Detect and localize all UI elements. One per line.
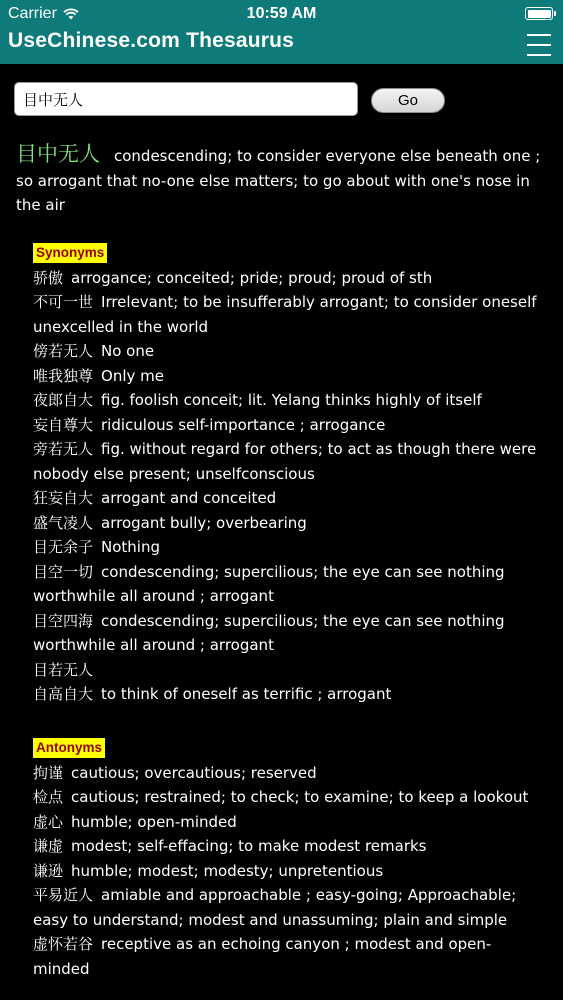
- menu-line: [527, 54, 551, 56]
- entry-word[interactable]: 目无余子: [33, 538, 94, 556]
- entry-definition: to think of oneself as terrific ; arrogant: [101, 685, 392, 703]
- list-item[interactable]: [33, 785, 543, 810]
- menu-line: [527, 44, 551, 46]
- entry-word[interactable]: 夜郎自大: [33, 391, 94, 409]
- entry-definition: arrogant and conceited: [101, 489, 277, 507]
- list-item[interactable]: [33, 810, 543, 835]
- list-item[interactable]: [33, 834, 543, 859]
- search-input[interactable]: [14, 82, 358, 116]
- battery-nub: [554, 11, 556, 16]
- entry-word[interactable]: 狂妄自大: [33, 489, 94, 507]
- entry-word[interactable]: 不可一世: [33, 293, 94, 311]
- entry-word[interactable]: 目空一切: [33, 562, 94, 581]
- antonyms-section: [0, 735, 563, 982]
- entry-word[interactable]: 检点: [33, 788, 64, 806]
- entry-definition: cautious; overcautious; reserved: [71, 763, 317, 782]
- list-item[interactable]: [33, 364, 543, 389]
- list-item[interactable]: [33, 486, 543, 511]
- list-item[interactable]: [33, 932, 543, 981]
- list-item[interactable]: [33, 761, 543, 786]
- list-item[interactable]: [33, 535, 543, 560]
- antonyms-badge: Antonyms: [33, 738, 105, 758]
- status-time: 10:59 AM: [246, 5, 317, 22]
- headword-block: [0, 142, 563, 218]
- list-item[interactable]: [33, 339, 543, 364]
- synonyms-list: [33, 266, 543, 707]
- entry-word[interactable]: 盛气凌人: [33, 513, 94, 532]
- entry-definition: humble; modest; modesty; unpretentious: [71, 861, 384, 880]
- entry-word[interactable]: 唯我独尊: [33, 366, 94, 385]
- battery-icon: [525, 7, 553, 20]
- entry-word[interactable]: 拘谨: [33, 763, 64, 782]
- antonyms-list: [33, 761, 543, 982]
- results-content: [0, 142, 563, 981]
- entry-word[interactable]: 目空四海: [33, 611, 94, 630]
- entry-definition: amiable and approachable ; easy-going; Approachable; easy to understand; modest and unassuming; plain and simple: [33, 886, 517, 929]
- app-title: UseChinese.com Thesaurus: [8, 29, 295, 52]
- search-row: [0, 82, 563, 118]
- entry-definition: ridiculous self-importance ; arrogance: [101, 415, 386, 434]
- list-item[interactable]: [33, 859, 543, 884]
- go-button[interactable]: Go: [371, 88, 445, 113]
- entry-definition: Only me: [101, 366, 164, 385]
- entry-word[interactable]: 自高自大: [33, 685, 94, 703]
- entry-definition: modest; self-effacing; to make modest remarks: [71, 837, 427, 855]
- entry-definition: humble; open-minded: [71, 812, 237, 831]
- synonyms-section: [0, 240, 563, 707]
- entry-word[interactable]: 目若无人: [33, 660, 94, 679]
- carrier-label: Carrier: [8, 5, 57, 22]
- list-item[interactable]: [33, 658, 543, 683]
- entry-definition: arrogant bully; overbearing: [101, 513, 307, 532]
- list-item[interactable]: [33, 266, 543, 291]
- entry-word[interactable]: 谦虚: [33, 837, 64, 855]
- entry-definition: fig. without regard for others; to act as though there were nobody else present; unselfconscious: [33, 440, 537, 483]
- list-item[interactable]: [33, 883, 543, 932]
- entry-word[interactable]: 平易近人: [33, 886, 94, 904]
- menu-line: [527, 34, 551, 36]
- entry-definition: arrogance; conceited; pride; proud; proud of sth: [71, 268, 433, 287]
- entry-word[interactable]: 虚怀若谷: [33, 935, 94, 953]
- list-item[interactable]: [33, 413, 543, 438]
- list-item[interactable]: [33, 511, 543, 536]
- nav-bar: [0, 28, 563, 64]
- list-item[interactable]: [33, 609, 543, 658]
- entry-definition: condescending; supercilious; the eye can see nothing worthwhile all around ; arrogant: [33, 611, 505, 654]
- entry-definition: Irrelevant; to be insufferably arrogant; to consider oneself unexcelled in the world: [33, 293, 537, 336]
- hamburger-menu-icon[interactable]: [527, 34, 551, 56]
- entry-definition: condescending; supercilious; the eye can see nothing worthwhile all around ; arrogant: [33, 562, 505, 605]
- headword: 目中无人: [16, 142, 100, 166]
- list-item[interactable]: [33, 682, 543, 707]
- status-bar: [0, 0, 563, 28]
- entry-definition: fig. foolish conceit; lit. Yelang thinks highly of itself: [101, 391, 482, 409]
- entry-word[interactable]: 妄自尊大: [33, 415, 94, 434]
- list-item[interactable]: [33, 560, 543, 609]
- entry-definition: No one: [101, 342, 155, 360]
- entry-definition: Nothing: [101, 538, 160, 556]
- battery-fill: [528, 10, 551, 18]
- entry-word[interactable]: 虚心: [33, 812, 64, 831]
- entry-definition: receptive as an echoing canyon ; modest and open-minded: [33, 935, 492, 978]
- entry-word[interactable]: 骄傲: [33, 268, 64, 287]
- entry-word[interactable]: 傍若无人: [33, 342, 94, 360]
- headword-definition: condescending; to consider everyone else beneath one ; so arrogant that no-one else matters; to go about with one's nose in the air: [16, 147, 541, 214]
- entry-word[interactable]: 谦逊: [33, 861, 64, 880]
- entry-word[interactable]: 旁若无人: [33, 440, 94, 458]
- entry-definition: cautious; restrained; to check; to examine; to keep a lookout: [71, 788, 529, 806]
- list-item[interactable]: [33, 437, 543, 486]
- list-item[interactable]: [33, 388, 543, 413]
- list-item[interactable]: [33, 290, 543, 339]
- synonyms-badge: Synonyms: [33, 243, 107, 263]
